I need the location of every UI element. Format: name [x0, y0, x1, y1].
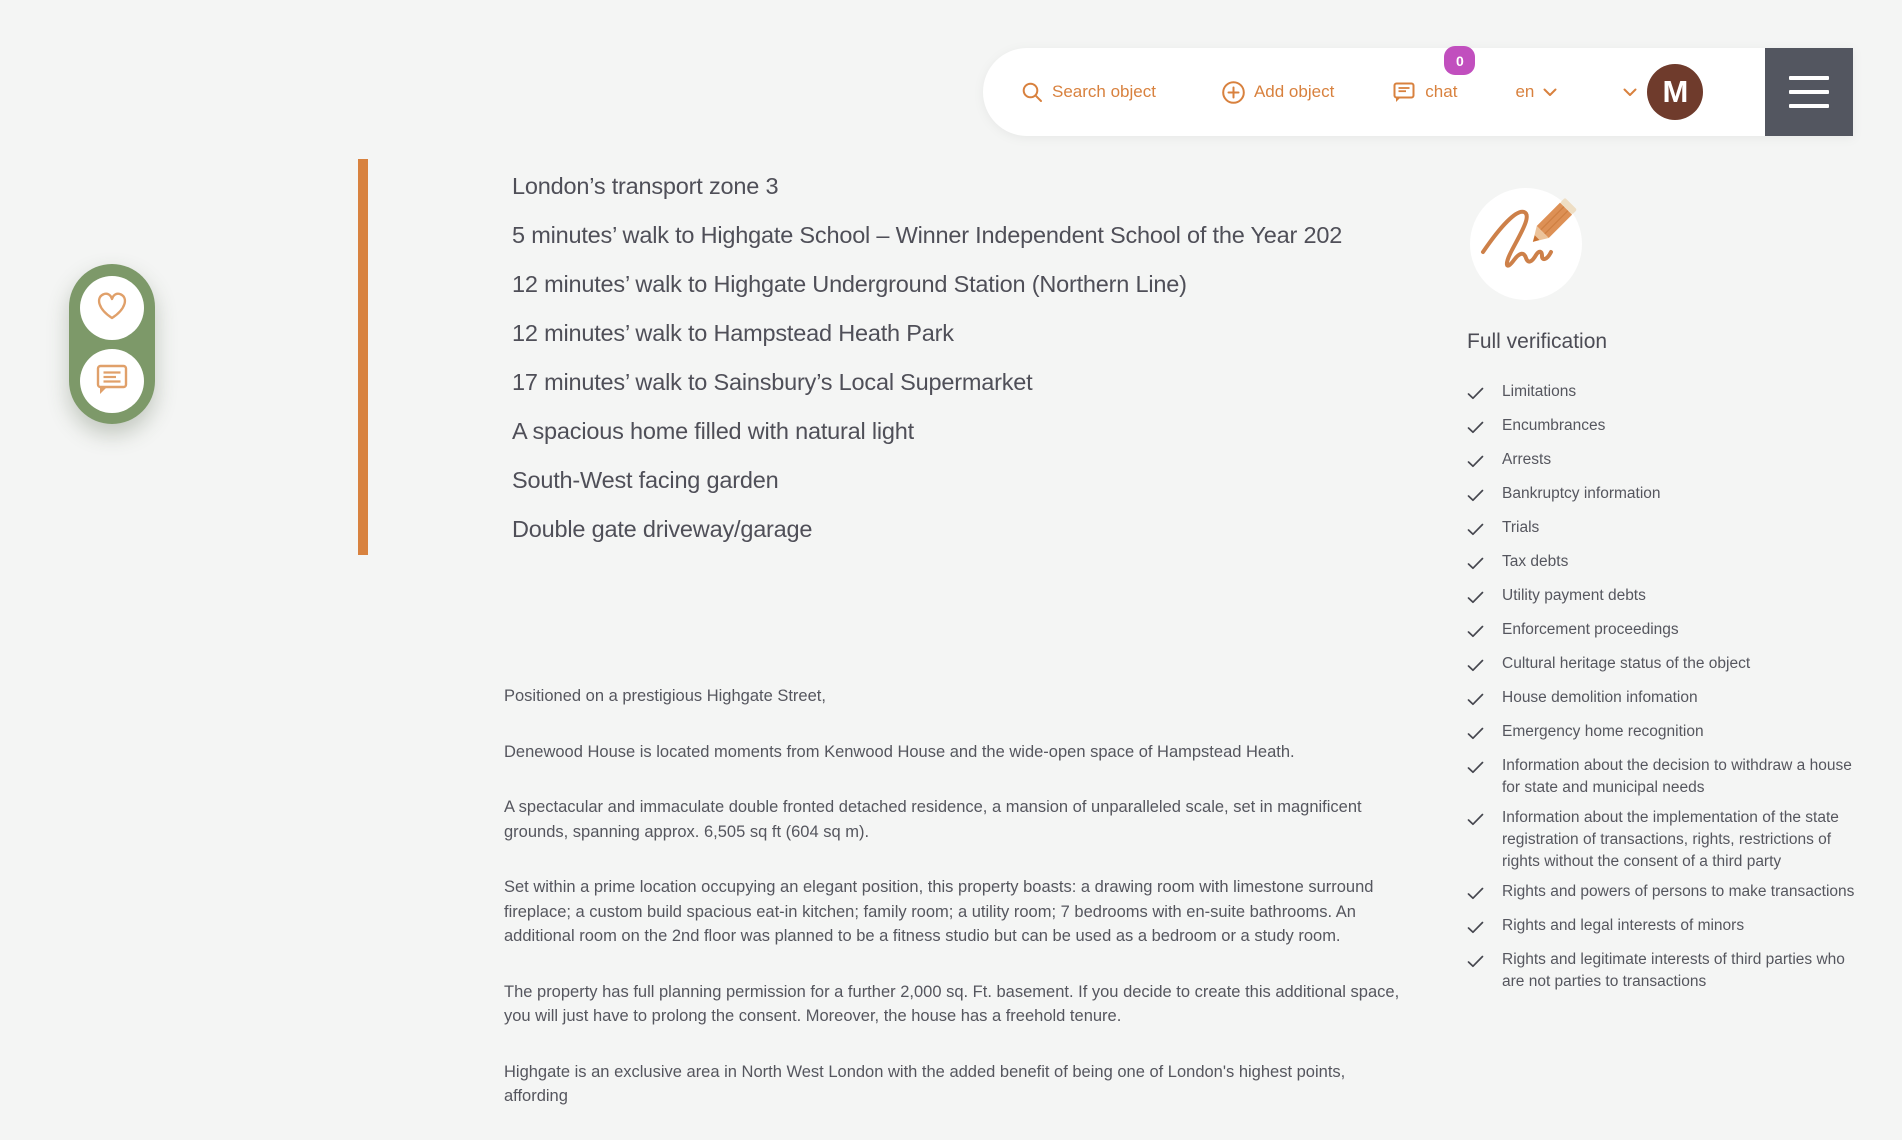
verification-item	[1467, 483, 1861, 509]
profile-avatar[interactable]	[1647, 64, 1703, 120]
verification-item	[1467, 585, 1861, 611]
plus-circle-icon	[1222, 81, 1245, 104]
verification-item-label: Enforcement proceedings	[1502, 621, 1679, 638]
verification-item	[1467, 449, 1861, 475]
chat-label: chat	[1425, 82, 1458, 101]
verification-item-label: Trials	[1502, 519, 1540, 536]
verification-item-label: Cultural heritage status of the object	[1502, 655, 1751, 672]
verification-item-label: House demolition infomation	[1502, 689, 1698, 706]
verification-item	[1467, 687, 1861, 713]
verification-item-label: Arrests	[1502, 451, 1552, 468]
chat-badge: 0	[1444, 46, 1475, 75]
verification-item-label: Rights and legitimate interests of third parties who are not parties to transactions	[1502, 951, 1845, 990]
checkmark-icon	[1467, 585, 1485, 611]
highlights-accent-bar	[358, 159, 368, 555]
nav-pill	[983, 48, 1765, 136]
highlight-item: South-West facing garden	[512, 467, 779, 493]
search-object-button[interactable]	[1021, 81, 1156, 103]
checkmark-icon	[1467, 721, 1485, 747]
currency-dropdown[interactable]	[1623, 88, 1637, 97]
checkmark-icon	[1467, 415, 1485, 441]
verification-item	[1467, 807, 1861, 873]
verification-title: Full verification	[1467, 330, 1608, 353]
add-object-label: Add object	[1253, 82, 1335, 101]
verification-item-label: Bankruptcy information	[1502, 485, 1661, 502]
verification-item	[1467, 619, 1861, 645]
verification-item	[1467, 517, 1861, 543]
chevron-down-icon	[1623, 88, 1637, 97]
search-object-label: Search object	[1052, 82, 1156, 101]
description-paragraph: Highgate is an exclusive area in North West London with the added benefit of being one of London's highest points, affording	[504, 1062, 1346, 1105]
floating-action-pill	[69, 264, 155, 424]
checkmark-icon	[1467, 619, 1485, 645]
verification-item-label: Rights and legal interests of minors	[1502, 917, 1745, 934]
heart-icon	[94, 289, 130, 326]
highlight-item: 17 minutes’ walk to Sainsbury’s Local Supermarket	[512, 369, 1033, 395]
checkmark-icon	[1467, 517, 1485, 543]
add-object-button[interactable]	[1222, 81, 1334, 104]
verification-item	[1467, 881, 1861, 907]
highlight-item: 12 minutes’ walk to Highgate Underground Station (Northern Line)	[512, 271, 1187, 297]
chat-bubble-icon	[94, 362, 130, 399]
checkmark-icon	[1467, 755, 1485, 799]
chat-button[interactable]	[1392, 52, 1464, 104]
description-paragraph: Denewood House is located moments from Kenwood House and the wide-open space of Hampstead Heath.	[504, 742, 1295, 761]
message-button[interactable]	[80, 349, 144, 413]
verification-item-label: Encumbrances	[1502, 417, 1606, 434]
verification-panel	[1467, 188, 1861, 1001]
checkmark-icon	[1467, 687, 1485, 713]
language-value: en	[1515, 82, 1535, 101]
verification-item	[1467, 415, 1861, 441]
checkmark-icon	[1467, 915, 1485, 941]
chat-icon	[1392, 80, 1416, 104]
verification-item-label: Rights and powers of persons to make transactions	[1502, 883, 1855, 900]
checkmark-icon	[1467, 653, 1485, 679]
verification-item	[1467, 551, 1861, 577]
checkmark-icon	[1467, 949, 1485, 993]
verification-item	[1467, 721, 1861, 747]
language-selector[interactable]	[1515, 82, 1557, 102]
verification-item-label: Information about the decision to withdraw a house for state and municipal needs	[1502, 757, 1852, 796]
verification-item	[1467, 915, 1861, 941]
checkmark-icon	[1467, 881, 1485, 907]
highlight-item: 12 minutes’ walk to Hampstead Heath Park	[512, 320, 954, 346]
favorite-button[interactable]	[80, 276, 144, 340]
description-paragraph: Set within a prime location occupying an elegant position, this property boasts: a drawing room with limestone surround fireplace; a custom build spacious eat-in kitchen; family room; a utility room; 7 bedrooms with en-suite bathrooms. An additional room on the 2nd floor was planned to be a fitness studio but can be used as a bedroom or a study room.	[504, 878, 1374, 945]
signature-pencil-icon	[1470, 188, 1582, 300]
hamburger-icon	[1789, 76, 1829, 80]
description-paragraph: Positioned on a prestigious Highgate Street,	[504, 687, 826, 705]
checkmark-icon	[1467, 381, 1485, 407]
checkmark-icon	[1467, 807, 1485, 873]
checkmark-icon	[1467, 483, 1485, 509]
verification-checklist	[1467, 381, 1861, 993]
verification-item	[1467, 653, 1861, 679]
verification-item-label: Limitations	[1502, 383, 1577, 400]
verification-item	[1467, 381, 1861, 407]
description-paragraph: A spectacular and immaculate double fronted detached residence, a mansion of unparalleled scale, set in magnificent grounds, spanning approx. 6,505 sq ft (604 sq m).	[504, 798, 1362, 841]
avatar-letter: M	[1662, 74, 1689, 109]
top-navigation	[983, 48, 1853, 136]
property-description	[504, 684, 1404, 1140]
verification-item	[1467, 949, 1861, 993]
verification-item-label: Tax debts	[1502, 553, 1569, 570]
chevron-down-icon	[1543, 88, 1557, 97]
verification-item-label: Emergency home recognition	[1502, 723, 1704, 740]
property-highlights-list	[512, 162, 1342, 554]
highlight-item: London’s transport zone 3	[512, 173, 779, 199]
verification-item-label: Information about the implementation of the state registration of transactions, rights, restrictions of rights without the consent of a third party	[1502, 809, 1839, 870]
verification-item	[1467, 755, 1861, 799]
hamburger-menu-button[interactable]	[1765, 48, 1853, 136]
highlight-item: A spacious home filled with natural light	[512, 418, 914, 444]
search-icon	[1021, 81, 1043, 103]
checkmark-icon	[1467, 449, 1485, 475]
verification-item-label: Utility payment debts	[1502, 587, 1646, 604]
highlight-item: Double gate driveway/garage	[512, 516, 813, 542]
description-paragraph: The property has full planning permission for a further 2,000 sq. Ft. basement. If you decide to create this additional space, you will just have to prolong the consent. Moreover, the house has a freehold tenure.	[504, 982, 1400, 1025]
checkmark-icon	[1467, 551, 1485, 577]
highlight-item: 5 minutes’ walk to Highgate School – Winner Independent School of the Year 202	[512, 222, 1343, 248]
